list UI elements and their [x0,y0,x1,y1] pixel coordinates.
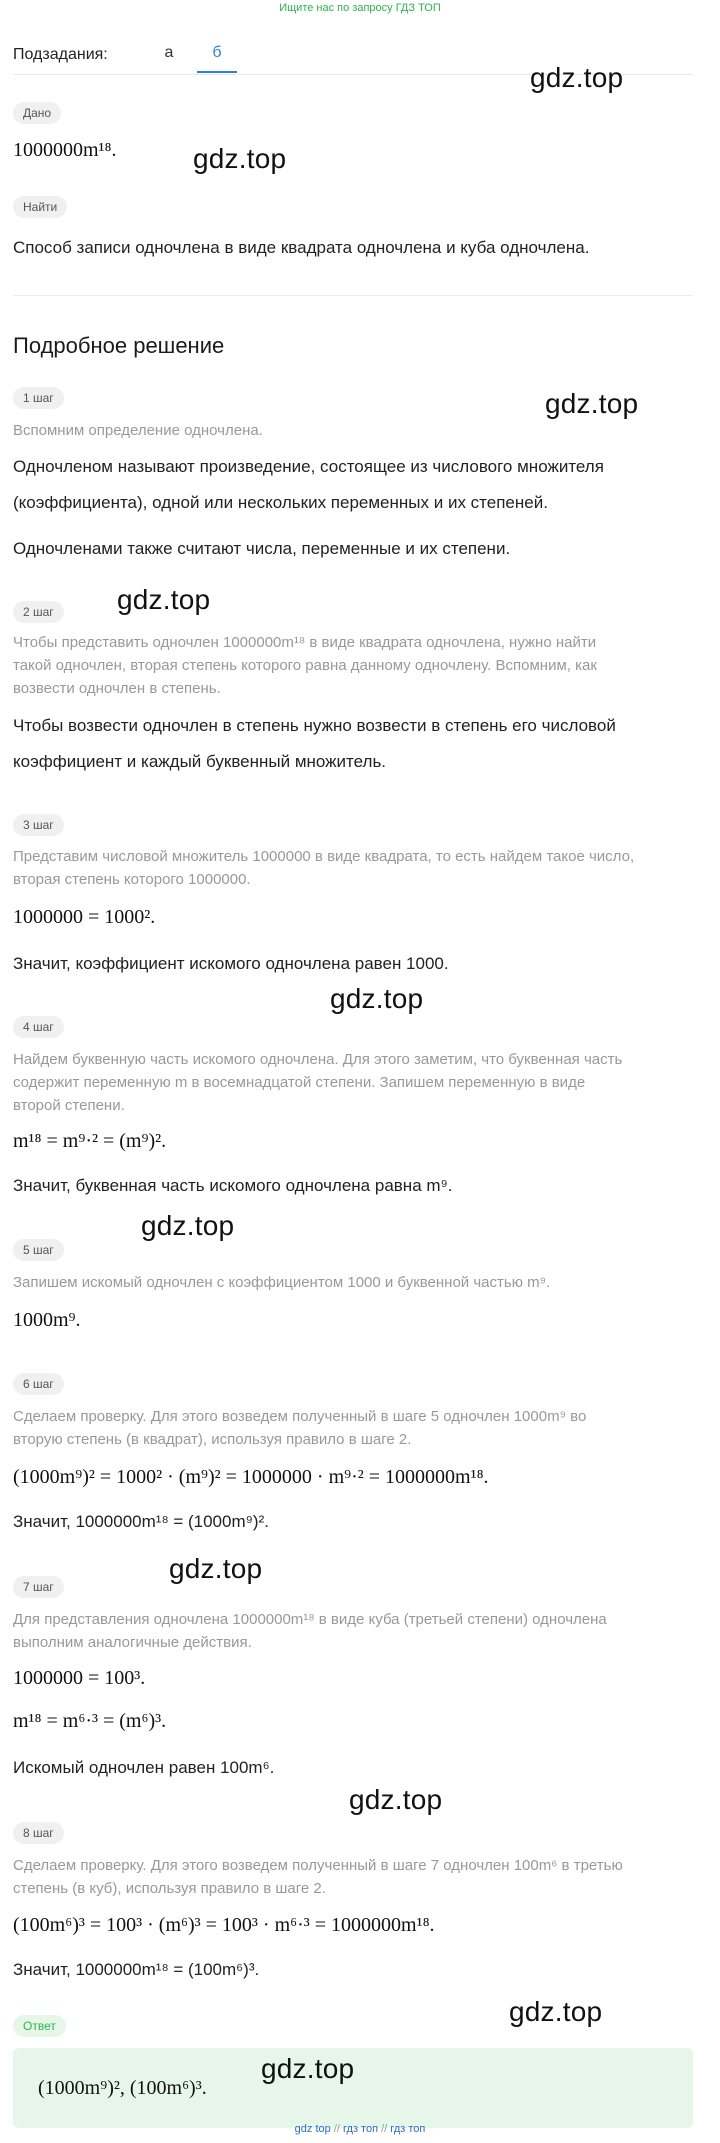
active-tab-indicator [197,71,237,73]
watermark: gdz.top [117,584,211,615]
step-3-line-1: Значит, коэффициент искомого одночлена равен 1000. [13,954,449,973]
step-4-badge: 4 шаг [13,1016,64,1038]
step-2-gray-2: такой одночлен, вторая степень которого равна данному одночлену. Вспомним, как [13,657,597,674]
watermark: gdz.top [169,1553,263,1584]
step-5-badge: 5 шаг [13,1239,64,1261]
step-1-line-2: (коэффициента), одной или нескольких переменных и их степеней. [13,493,548,512]
footer-link[interactable]: gdz top [294,2123,331,2135]
watermark: gdz.top [141,1210,235,1241]
solution-title: Подробное решение [13,333,225,358]
watermark: gdz.top [261,2053,355,2084]
watermark: gdz.top [545,388,639,419]
footer-separator: // [381,2123,388,2135]
step-5-math: 1000m⁹. [13,1309,81,1331]
step-1-line-3: Одночленами также считают числа, переменные и их степени. [13,539,511,558]
given-expression: 1000000m¹⁸. [13,139,117,161]
tab-a[interactable]: а [164,44,174,61]
step-8-badge: 8 шаг [13,1822,64,1844]
step-4-gray-3: второй степени. [13,1097,125,1114]
watermark: gdz.top [509,1996,603,2027]
answer-text: (1000m⁹)², (100m⁶)³. [38,2077,207,2099]
watermark: gdz.top [349,1784,443,1815]
step-8-line-1: Значит, 1000000m¹⁸ = (100m⁶)³. [13,1960,260,1979]
step-7-gray-2: выполним аналогичные действия. [13,1634,252,1651]
answer-badge: Ответ [13,2015,66,2037]
step-1-line-1: Одночленом называют произведение, состоящее из числового множителя [13,457,604,476]
divider [13,295,693,296]
step-1-gray: Вспомним определение одночлена. [13,422,263,439]
step-4-math: m¹⁸ = m⁹·² = (m⁹)². [13,1130,167,1152]
step-6-gray-1: Сделаем проверку. Для этого возведем полученный в шаге 5 одночлен 1000m⁹ во [13,1408,587,1425]
given-badge: Дано [13,102,61,124]
step-8-math: (100m⁶)³ = 100³ · (m⁶)³ = 100³ · m⁶·³ = 1000000m¹⁸. [13,1914,435,1936]
step-6-math: (1000m⁹)² = 1000² · (m⁹)² = 1000000 · m⁹·² = 1000000m¹⁸. [13,1466,489,1488]
step-1-badge: 1 шаг [13,387,64,409]
subtasks-label: Подзадания: [13,46,108,63]
step-6-badge: 6 шаг [13,1373,64,1395]
watermark: gdz.top [193,143,287,174]
step-6-gray-2: вторую степень (в квадрат), используя правило в шаге 2. [13,1431,412,1448]
step-3-math: 1000000 = 1000². [13,906,156,928]
step-2-gray-1: Чтобы представить одночлен 1000000m¹⁸ в виде квадрата одночлена, нужно найти [13,634,597,651]
step-3-gray-2: вторая степень которого 1000000. [13,871,251,888]
step-2-badge: 2 шаг [13,601,64,623]
tab-b[interactable]: б [212,44,222,61]
top-banner-link[interactable]: Ищите нас по запросу ГДЗ ТОП [279,2,441,14]
find-text: Способ записи одночлена в виде квадрата одночлена и куба одночлена. [13,238,590,257]
step-8-gray-2: степень (в куб), используя правило в шаге 2. [13,1880,326,1897]
watermark: gdz.top [530,62,624,93]
step-7-badge: 7 шаг [13,1576,64,1598]
footer-link[interactable]: гдз топ [343,2123,379,2135]
step-5-gray-1: Запишем искомый одночлен с коэффициентом 1000 и буквенной частью m⁹. [13,1274,551,1291]
find-badge: Найти [13,196,67,218]
step-8-gray-1: Сделаем проверку. Для этого возведем полученный в шаге 7 одночлен 100m⁶ в третью [13,1857,623,1874]
step-7-gray-1: Для представления одночлена 1000000m¹⁸ в виде куба (третьей степени) одночлена [13,1611,607,1628]
step-7-line-1: Искомый одночлен равен 100m⁶. [13,1758,275,1777]
step-3-gray-1: Представим числовой множитель 1000000 в виде квадрата, то есть найдем такое число, [13,848,635,865]
step-4-gray-1: Найдем буквенную часть искомого одночлена. Для этого заметим, что буквенная часть [13,1051,623,1068]
step-3-badge: 3 шаг [13,814,64,836]
step-7-math-2: m¹⁸ = m⁶·³ = (m⁶)³. [13,1710,167,1732]
footer-links [0,2121,720,2137]
footer-separator: // [333,2123,340,2135]
watermark: gdz.top [330,983,424,1014]
footer-link[interactable]: гдз топ [390,2123,426,2135]
step-2-line-2: коэффициент и каждый буквенный множитель. [13,752,387,771]
step-2-gray-3: возвести одночлен в степень. [13,680,221,697]
step-4-line-1: Значит, буквенная часть искомого одночлена равна m⁹. [13,1176,453,1195]
step-7-math-1: 1000000 = 100³. [13,1667,146,1689]
step-6-line-1: Значит, 1000000m¹⁸ = (1000m⁹)². [13,1512,269,1531]
step-4-gray-2: содержит переменную m в восемнадцатой степени. Запишем переменную в виде [13,1074,586,1091]
step-2-line-1: Чтобы возвести одночлен в степень нужно возвести в степень его числовой [13,716,616,735]
